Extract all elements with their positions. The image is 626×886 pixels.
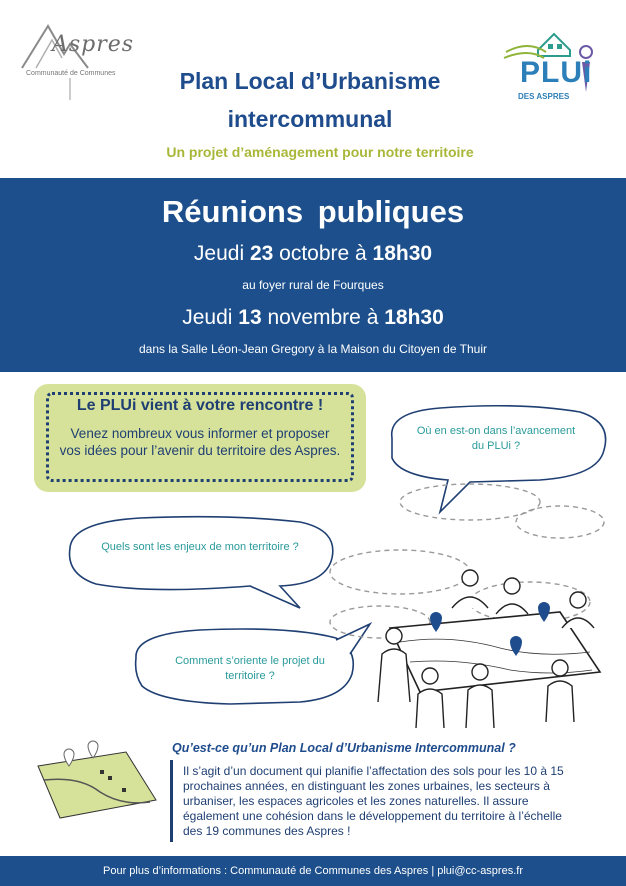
date1-day: 23 bbox=[249, 242, 274, 265]
speech-bubble-2 bbox=[70, 517, 333, 608]
page-subtitle: Un projet d’aménagement pour notre territoire bbox=[166, 144, 474, 160]
aspres-logo-text: Aspres bbox=[52, 32, 135, 57]
meetings-banner bbox=[0, 178, 626, 372]
date1-prefix: Jeudi bbox=[193, 242, 250, 265]
info-title: Qu’est-ce qu’un Plan Local d’Urbanisme Intercommunal ? bbox=[172, 741, 516, 755]
aspres-logo-subtitle: Communauté de Communes bbox=[26, 70, 116, 77]
invite-title: Le PLUi vient à votre rencontre ! bbox=[76, 397, 324, 414]
question-3: Comment s’oriente le projet du territoire ? bbox=[175, 655, 325, 682]
plui-logo bbox=[498, 22, 608, 102]
dashed-bubbles bbox=[330, 484, 604, 638]
page-title-line2: intercommunal bbox=[227, 106, 393, 132]
info-box bbox=[170, 760, 571, 842]
date1-time: 18h30 bbox=[372, 242, 433, 265]
date2-day: 13 bbox=[238, 306, 262, 329]
meetings-title: Réunions publiques bbox=[161, 194, 465, 229]
date1-mid: octobre à bbox=[273, 242, 373, 265]
meeting-place-2: dans la Salle Léon-Jean Gregory à la Maison du Citoyen de Thuir bbox=[139, 342, 487, 356]
meeting-date-2 bbox=[0, 306, 626, 330]
plui-logo-text: PLUi bbox=[520, 56, 593, 89]
date2-mid: novembre à bbox=[261, 306, 385, 329]
meeting-place-1: au foyer rural de Fourques bbox=[242, 278, 384, 292]
speech-bubble-1 bbox=[392, 406, 606, 512]
small-map-illustration bbox=[30, 736, 162, 824]
question-1: Où en est-on dans l’avancement du PLUi ? bbox=[416, 425, 576, 452]
invite-text: Venez nombreux vous informer et proposer vos idées pour l’avenir du territoire des Aspres. bbox=[59, 426, 341, 458]
info-text: Il s’agit d’un document qui planifie l’affectation des sols pour les 10 à 15 prochaines années, en distinguant les zones urbaines, les secteurs à urbaniser, les espaces agricoles et les zones naturelles. Il assure également une cohésion dans le développement du territoire à l’échelle des 19 communes des Aspres ! bbox=[183, 764, 564, 838]
plui-logo-subtitle: DES ASPRES bbox=[518, 92, 570, 101]
footer: Pour plus d’informations : Communauté de Communes des Aspres | plui@cc-aspres.fr bbox=[0, 856, 626, 886]
page-title-line1: Plan Local d’Urbanisme bbox=[179, 68, 441, 94]
meeting-date-1 bbox=[0, 242, 626, 266]
date2-time: 18h30 bbox=[384, 306, 444, 329]
date2-prefix: Jeudi bbox=[182, 306, 239, 329]
question-2: Quels sont les enjeux de mon territoire ? bbox=[101, 541, 299, 553]
